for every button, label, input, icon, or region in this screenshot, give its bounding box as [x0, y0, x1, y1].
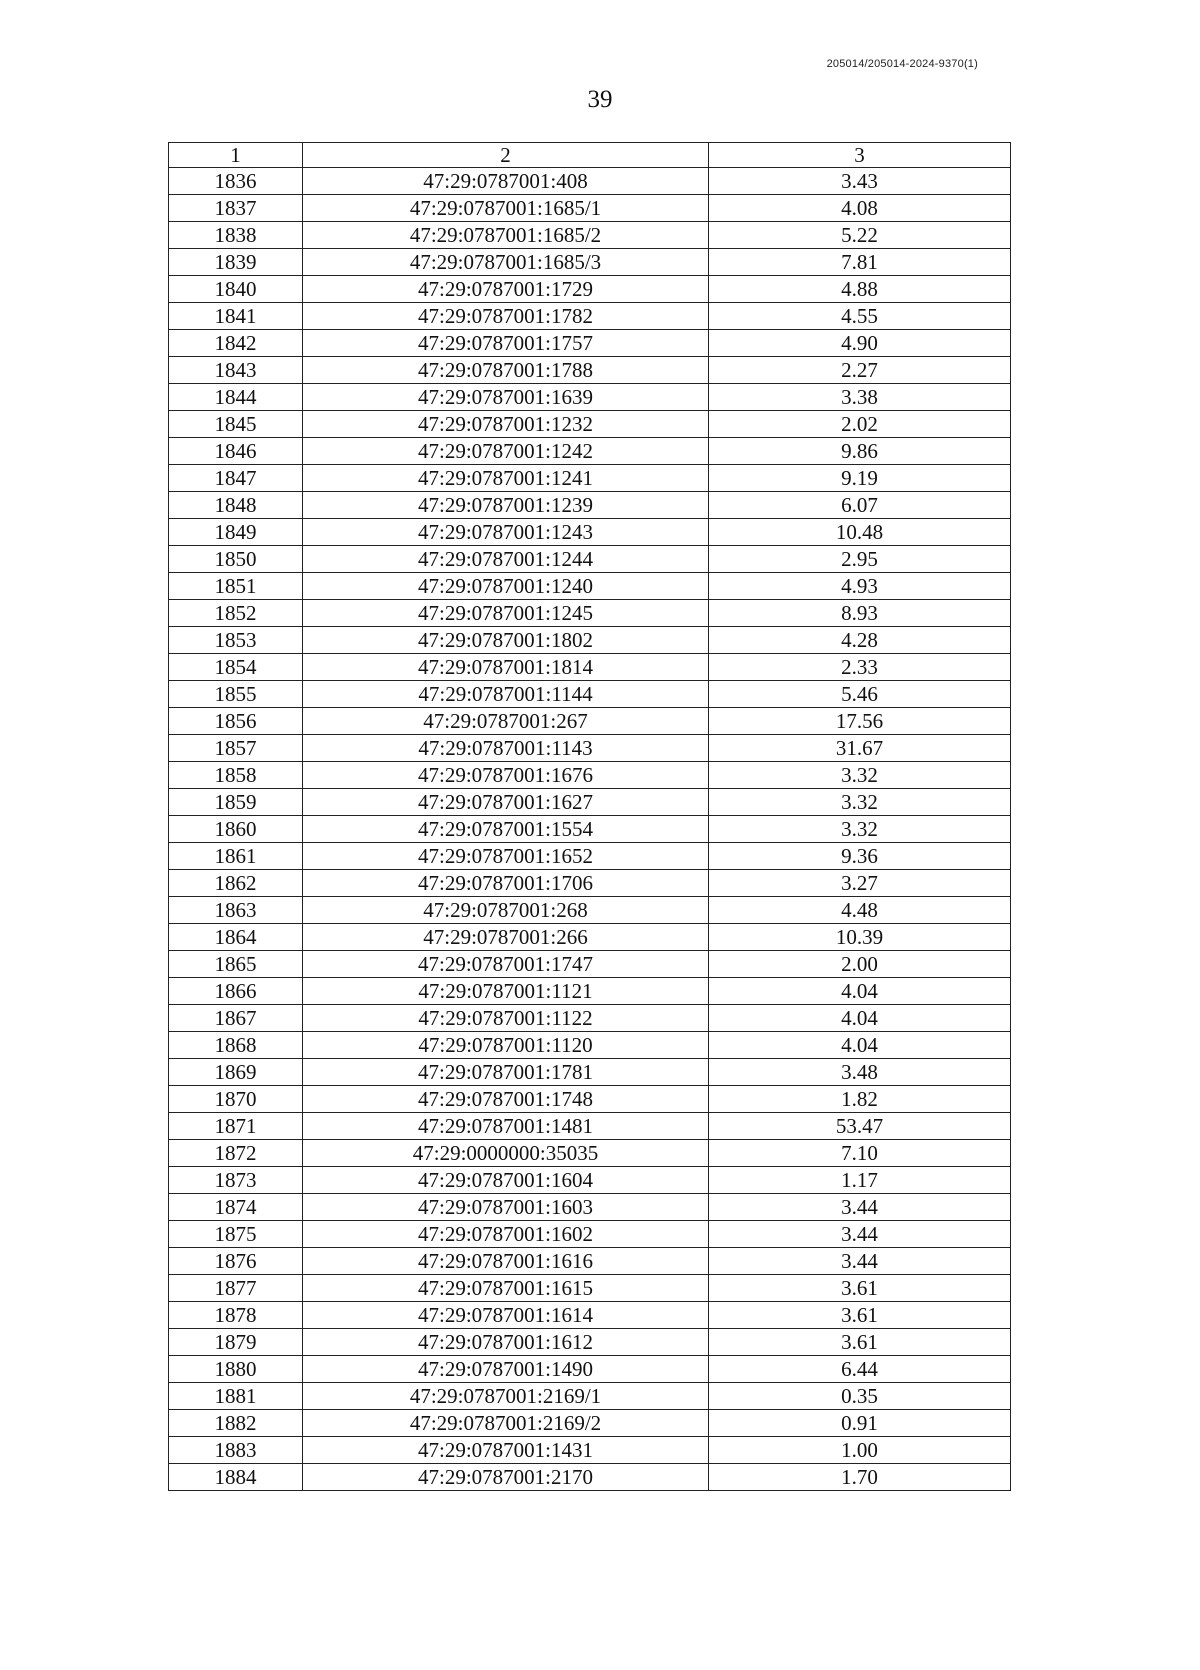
area-cell: 5.22: [709, 222, 1011, 249]
cadastral-number-cell: 47:29:0787001:1481: [303, 1113, 709, 1140]
table-row: [169, 546, 1011, 573]
table-row: [169, 1032, 1011, 1059]
area-cell: 3.61: [709, 1275, 1011, 1302]
table-row: [169, 735, 1011, 762]
column-header: 2: [303, 143, 709, 168]
area-cell: 0.91: [709, 1410, 1011, 1437]
table-row: [169, 573, 1011, 600]
row-number-cell: 1880: [169, 1356, 303, 1383]
table-row: [169, 1356, 1011, 1383]
area-cell: 9.86: [709, 438, 1011, 465]
area-cell: 9.19: [709, 465, 1011, 492]
table-row: [169, 924, 1011, 951]
cadastral-number-cell: 47:29:0787001:1240: [303, 573, 709, 600]
area-cell: 4.04: [709, 1032, 1011, 1059]
table-row: [169, 654, 1011, 681]
table-row: [169, 897, 1011, 924]
cadastral-number-cell: 47:29:0787001:1706: [303, 870, 709, 897]
area-cell: 4.90: [709, 330, 1011, 357]
row-number-cell: 1848: [169, 492, 303, 519]
cadastral-number-cell: 47:29:0787001:1603: [303, 1194, 709, 1221]
cadastral-number-cell: 47:29:0787001:1122: [303, 1005, 709, 1032]
row-number-cell: 1858: [169, 762, 303, 789]
row-number-cell: 1856: [169, 708, 303, 735]
table-row: [169, 1410, 1011, 1437]
row-number-cell: 1873: [169, 1167, 303, 1194]
row-number-cell: 1851: [169, 573, 303, 600]
table-row: [169, 1464, 1011, 1491]
area-cell: 6.44: [709, 1356, 1011, 1383]
cadastral-number-cell: 47:29:0787001:1612: [303, 1329, 709, 1356]
area-cell: 8.93: [709, 600, 1011, 627]
table-header-row: [169, 143, 1011, 168]
cadastral-number-cell: 47:29:0787001:1242: [303, 438, 709, 465]
area-cell: 3.38: [709, 384, 1011, 411]
table-row: [169, 168, 1011, 195]
table-row: [169, 1086, 1011, 1113]
row-number-cell: 1840: [169, 276, 303, 303]
cadastral-number-cell: 47:29:0787001:1121: [303, 978, 709, 1005]
area-cell: 2.02: [709, 411, 1011, 438]
row-number-cell: 1865: [169, 951, 303, 978]
cadastral-number-cell: 47:29:0787001:1239: [303, 492, 709, 519]
cadastral-number-cell: 47:29:0787001:1614: [303, 1302, 709, 1329]
row-number-cell: 1859: [169, 789, 303, 816]
row-number-cell: 1863: [169, 897, 303, 924]
table-row: [169, 519, 1011, 546]
row-number-cell: 1867: [169, 1005, 303, 1032]
cadastral-number-cell: 47:29:0787001:2169/2: [303, 1410, 709, 1437]
cadastral-number-cell: 47:29:0787001:1781: [303, 1059, 709, 1086]
area-cell: 4.48: [709, 897, 1011, 924]
document-id: 205014/205014-2024-9370(1): [826, 58, 978, 70]
row-number-cell: 1846: [169, 438, 303, 465]
table-row: [169, 816, 1011, 843]
area-cell: 3.44: [709, 1221, 1011, 1248]
row-number-cell: 1878: [169, 1302, 303, 1329]
area-cell: 10.39: [709, 924, 1011, 951]
table-row: [169, 1275, 1011, 1302]
row-number-cell: 1862: [169, 870, 303, 897]
area-cell: 4.04: [709, 1005, 1011, 1032]
area-cell: 3.27: [709, 870, 1011, 897]
column-header: 1: [169, 143, 303, 168]
table-row: [169, 222, 1011, 249]
row-number-cell: 1883: [169, 1437, 303, 1464]
table-row: [169, 627, 1011, 654]
table-row: [169, 384, 1011, 411]
cadastral-number-cell: 47:29:0787001:2169/1: [303, 1383, 709, 1410]
area-cell: 17.56: [709, 708, 1011, 735]
cadastral-number-cell: 47:29:0787001:1782: [303, 303, 709, 330]
table-row: [169, 708, 1011, 735]
area-cell: 3.32: [709, 789, 1011, 816]
area-cell: 2.95: [709, 546, 1011, 573]
area-cell: 4.88: [709, 276, 1011, 303]
row-number-cell: 1857: [169, 735, 303, 762]
row-number-cell: 1854: [169, 654, 303, 681]
area-cell: 3.44: [709, 1194, 1011, 1221]
area-cell: 3.44: [709, 1248, 1011, 1275]
cadastral-number-cell: 47:29:0787001:1729: [303, 276, 709, 303]
area-cell: 4.55: [709, 303, 1011, 330]
cadastral-number-cell: 47:29:0787001:1616: [303, 1248, 709, 1275]
cadastral-number-cell: 47:29:0787001:408: [303, 168, 709, 195]
row-number-cell: 1864: [169, 924, 303, 951]
row-number-cell: 1839: [169, 249, 303, 276]
table-row: [169, 1437, 1011, 1464]
row-number-cell: 1838: [169, 222, 303, 249]
table-row: [169, 681, 1011, 708]
row-number-cell: 1869: [169, 1059, 303, 1086]
table-row: [169, 195, 1011, 222]
cadastral-number-cell: 47:29:0787001:1232: [303, 411, 709, 438]
row-number-cell: 1861: [169, 843, 303, 870]
row-number-cell: 1837: [169, 195, 303, 222]
area-cell: 3.32: [709, 816, 1011, 843]
table-row: [169, 438, 1011, 465]
column-header: 3: [709, 143, 1011, 168]
row-number-cell: 1850: [169, 546, 303, 573]
table-row: [169, 843, 1011, 870]
row-number-cell: 1847: [169, 465, 303, 492]
row-number-cell: 1843: [169, 357, 303, 384]
area-cell: 1.82: [709, 1086, 1011, 1113]
cadastral-number-cell: 47:29:0787001:1676: [303, 762, 709, 789]
area-cell: 3.48: [709, 1059, 1011, 1086]
table-row: [169, 1059, 1011, 1086]
table-row: [169, 1005, 1011, 1032]
area-cell: 3.61: [709, 1329, 1011, 1356]
table-row: [169, 951, 1011, 978]
table-row: [169, 1167, 1011, 1194]
row-number-cell: 1853: [169, 627, 303, 654]
area-cell: 7.10: [709, 1140, 1011, 1167]
cadastral-number-cell: 47:29:0787001:1757: [303, 330, 709, 357]
area-cell: 7.81: [709, 249, 1011, 276]
table-body: [169, 143, 1011, 1491]
row-number-cell: 1870: [169, 1086, 303, 1113]
area-cell: 1.17: [709, 1167, 1011, 1194]
area-cell: 2.00: [709, 951, 1011, 978]
cadastral-number-cell: 47:29:0787001:1431: [303, 1437, 709, 1464]
table-row: [169, 600, 1011, 627]
row-number-cell: 1868: [169, 1032, 303, 1059]
cadastral-number-cell: 47:29:0787001:1554: [303, 816, 709, 843]
area-cell: 4.28: [709, 627, 1011, 654]
cadastral-number-cell: 47:29:0787001:1241: [303, 465, 709, 492]
cadastral-number-cell: 47:29:0787001:1802: [303, 627, 709, 654]
cadastral-number-cell: 47:29:0787001:266: [303, 924, 709, 951]
cadastral-number-cell: 47:29:0787001:1602: [303, 1221, 709, 1248]
cadastral-number-cell: 47:29:0787001:1244: [303, 546, 709, 573]
area-cell: 3.32: [709, 762, 1011, 789]
area-cell: 0.35: [709, 1383, 1011, 1410]
row-number-cell: 1875: [169, 1221, 303, 1248]
area-cell: 4.04: [709, 978, 1011, 1005]
page-number: 39: [587, 86, 613, 113]
area-cell: 3.43: [709, 168, 1011, 195]
row-number-cell: 1876: [169, 1248, 303, 1275]
cadastral-number-cell: 47:29:0787001:1245: [303, 600, 709, 627]
table-row: [169, 870, 1011, 897]
table-row: [169, 465, 1011, 492]
table-row: [169, 1140, 1011, 1167]
table-row: [169, 492, 1011, 519]
table-row: [169, 357, 1011, 384]
cadastral-number-cell: 47:29:0787001:1243: [303, 519, 709, 546]
cadastral-number-cell: 47:29:0787001:1143: [303, 735, 709, 762]
row-number-cell: 1849: [169, 519, 303, 546]
table-row: [169, 411, 1011, 438]
table-row: [169, 249, 1011, 276]
area-cell: 6.07: [709, 492, 1011, 519]
register-table: [168, 142, 1011, 1491]
cadastral-number-cell: 47:29:0787001:1627: [303, 789, 709, 816]
area-cell: 2.27: [709, 357, 1011, 384]
area-cell: 3.61: [709, 1302, 1011, 1329]
row-number-cell: 1844: [169, 384, 303, 411]
cadastral-number-cell: 47:29:0787001:1120: [303, 1032, 709, 1059]
table-row: [169, 789, 1011, 816]
row-number-cell: 1877: [169, 1275, 303, 1302]
row-number-cell: 1842: [169, 330, 303, 357]
row-number-cell: 1871: [169, 1113, 303, 1140]
row-number-cell: 1860: [169, 816, 303, 843]
area-cell: 9.36: [709, 843, 1011, 870]
cadastral-number-cell: 47:29:0787001:268: [303, 897, 709, 924]
row-number-cell: 1874: [169, 1194, 303, 1221]
cadastral-number-cell: 47:29:0787001:1144: [303, 681, 709, 708]
area-cell: 10.48: [709, 519, 1011, 546]
row-number-cell: 1855: [169, 681, 303, 708]
cadastral-number-cell: 47:29:0787001:1490: [303, 1356, 709, 1383]
area-cell: 53.47: [709, 1113, 1011, 1140]
row-number-cell: 1884: [169, 1464, 303, 1491]
cadastral-number-cell: 47:29:0787001:2170: [303, 1464, 709, 1491]
area-cell: 4.93: [709, 573, 1011, 600]
row-number-cell: 1845: [169, 411, 303, 438]
table-row: [169, 330, 1011, 357]
cadastral-number-cell: 47:29:0787001:1639: [303, 384, 709, 411]
area-cell: 31.67: [709, 735, 1011, 762]
cadastral-number-cell: 47:29:0787001:1748: [303, 1086, 709, 1113]
row-number-cell: 1852: [169, 600, 303, 627]
table-row: [169, 1302, 1011, 1329]
table-row: [169, 1383, 1011, 1410]
table-row: [169, 1194, 1011, 1221]
area-cell: 1.70: [709, 1464, 1011, 1491]
area-cell: 5.46: [709, 681, 1011, 708]
cadastral-number-cell: 47:29:0787001:1652: [303, 843, 709, 870]
row-number-cell: 1866: [169, 978, 303, 1005]
cadastral-number-cell: 47:29:0787001:1604: [303, 1167, 709, 1194]
row-number-cell: 1836: [169, 168, 303, 195]
cadastral-number-cell: 47:29:0787001:1747: [303, 951, 709, 978]
row-number-cell: 1882: [169, 1410, 303, 1437]
cadastral-number-cell: 47:29:0787001:1685/1: [303, 195, 709, 222]
cadastral-number-cell: 47:29:0787001:267: [303, 708, 709, 735]
cadastral-number-cell: 47:29:0787001:1685/3: [303, 249, 709, 276]
row-number-cell: 1879: [169, 1329, 303, 1356]
table-row: [169, 1329, 1011, 1356]
cadastral-number-cell: 47:29:0787001:1615: [303, 1275, 709, 1302]
cadastral-number-cell: 47:29:0787001:1685/2: [303, 222, 709, 249]
table-row: [169, 276, 1011, 303]
cadastral-number-cell: 47:29:0787001:1814: [303, 654, 709, 681]
table-row: [169, 1248, 1011, 1275]
row-number-cell: 1872: [169, 1140, 303, 1167]
table-row: [169, 762, 1011, 789]
table-row: [169, 978, 1011, 1005]
table-row: [169, 303, 1011, 330]
row-number-cell: 1881: [169, 1383, 303, 1410]
cadastral-number-cell: 47:29:0787001:1788: [303, 357, 709, 384]
cadastral-number-cell: 47:29:0000000:35035: [303, 1140, 709, 1167]
area-cell: 4.08: [709, 195, 1011, 222]
area-cell: 1.00: [709, 1437, 1011, 1464]
table-row: [169, 1221, 1011, 1248]
table-row: [169, 1113, 1011, 1140]
area-cell: 2.33: [709, 654, 1011, 681]
row-number-cell: 1841: [169, 303, 303, 330]
